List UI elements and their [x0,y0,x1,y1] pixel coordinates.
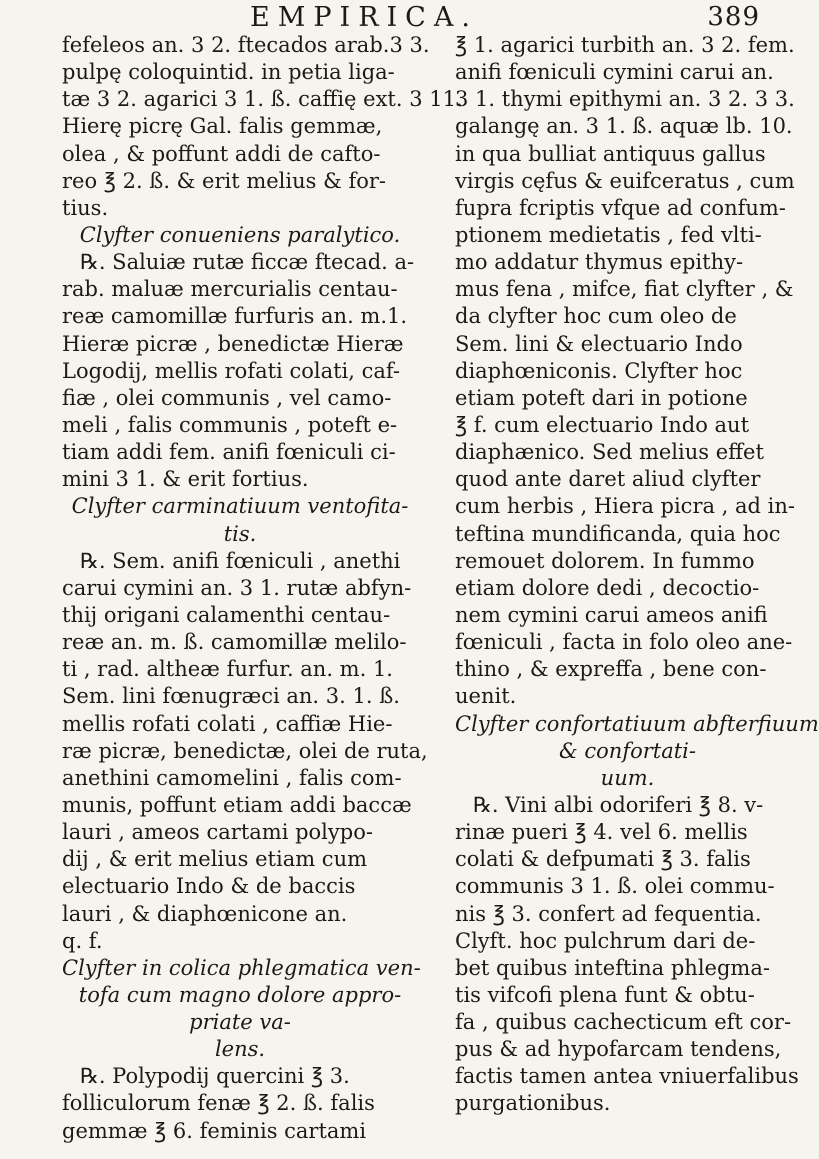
text-line: virgis cęfus & euifceratus , cum [455,168,795,193]
text-line: q. f. [62,928,103,953]
text-line: thino , & expreffa , bene con- [455,657,767,682]
text-line: thij origani calamenthi centau- [62,602,391,627]
text-line: rab. maluæ mercurialis centau- [62,277,398,302]
text-line: diaphœniconis. Clyfter hoc [455,358,743,383]
text-line: Clyfter confortatiuum abfterfiuum [455,711,819,736]
text-line: carui cymini an. 3 1. rutæ abfyn- [62,575,412,600]
text-line: mus fena , mifce, fiat clyfter , & [455,277,794,302]
text-line: Clyfter in colica phlegmatica ven- [62,955,421,980]
text-line: tofa cum magno dolore appro- [78,982,402,1007]
text-line: pulpę coloquintid. in petia liga- [62,60,395,85]
text-line: galangę an. 3 1. ß. aquæ lb. 10. [455,114,793,139]
text-line: bet quibus inteftina phlegma- [455,955,770,980]
text-line: fœniculi , facta in folo oleo ane- [455,630,793,655]
text-line: & confortati- [559,738,696,763]
text-line: tius. [62,195,109,220]
text-line: mellis rofati colati , caffiæ Hie- [62,711,393,736]
text-line: electuario Indo & de baccis [62,874,356,899]
text-line: munis, poffunt etiam addi baccæ [62,792,412,817]
left-column [62,32,463,1145]
text-line: quod ante daret aliud clyfter [455,467,761,492]
text-line: olea , & poffunt addi de cafto- [62,141,381,166]
text-line: Hierę picrę Gal. falis gemmæ, [62,114,383,139]
text-line: meli , falis communis , poteft e- [62,412,398,437]
text-line: anifi fœniculi cymini carui an. [455,60,774,85]
text-line: da clyfter hoc cum oleo de [455,304,737,329]
text-line: mini 3 1. & erit fortius. [62,467,309,492]
text-line: 3 1. thymi epithymi an. 3 2. 3 3. [455,87,795,112]
text-line: ℞. Polypodij quercini ℥ 3. [80,1064,350,1089]
text-line: fa , quibus cachecticum eft cor- [455,1010,792,1035]
text-line: lens. [214,1037,266,1062]
text-line: etiam dolore dedi , decoctio- [455,575,760,600]
text-line: ti , rad. altheæ furfur. an. m. 1. [62,657,393,682]
text-line: rinæ pueri ℥ 4. vel 6. mellis [455,820,748,845]
text-line: ℞. Vini albi odoriferi ℥ 8. v- [473,792,764,817]
text-line: tiam addi fem. anifi fœniculi ci- [62,440,396,465]
text-line: uenit. [455,684,517,709]
text-line: in qua bulliat antiquus gallus [455,141,766,166]
text-line: purgationibus. [455,1091,611,1116]
text-line: Clyfter carminatiuum ventofita- [71,494,409,519]
text-line: teftina mundificanda, quia hoc [455,521,781,546]
text-line: reo ℥ 2. ß. & erit melius & for- [62,168,387,193]
text-line: Sem. lini fœnugræci an. 3. 1. ß. [62,684,400,709]
text-line: lauri , ameos cartami polypo- [62,820,373,845]
text-line: lauri , & diaphœnicone an. [62,901,348,926]
text-line: ℥ f. cum electuario Indo aut [455,412,750,437]
text-line: gemmæ ℥ 6. feminis cartami [62,1118,367,1143]
text-line: nis ℥ 3. confert ad fequentia. [455,901,762,926]
text-line: tæ 3 2. agarici 3 1. ß. caffię ext. 3 11. [62,87,463,112]
right-column [455,32,819,1118]
text-line: folliculorum fenæ ℥ 2. ß. falis [62,1091,375,1116]
text-line: tis. [223,521,257,546]
text-line: colati & defpumati ℥ 3. falis [455,847,751,872]
text-line: nem cymini carui ameos anifi [455,602,768,627]
text-line: ℥ 1. agarici turbith an. 3 2. fem. [455,33,795,57]
text-line: Logodij, mellis rofati colati, caf- [62,358,400,383]
running-title: EMPIRICA. [250,2,478,33]
text-line: pus & ad hypofarcam tendens, [455,1037,782,1062]
text-line: Clyfter conueniens paralytico. [79,222,401,247]
text-line: cum herbis , Hiera picra , ad in- [455,494,795,519]
text-line: Clyft. hoc pulchrum dari de- [455,928,756,953]
text-line: anethini camomelini , falis com- [62,765,402,790]
text-line: uum. [600,765,655,790]
text-line: Hieræ picræ , benedictæ Hieræ [62,331,404,356]
text-line: ræ picræ, benedictæ, olei de ruta, [62,738,428,763]
text-line: ptionem medietatis , fed vlti- [455,222,762,247]
text-line: communis 3 1. ß. olei commu- [455,874,775,899]
text-line: mo addatur thymus epithy- [455,250,744,275]
text-line: fupra fcriptis vfque ad confum- [455,195,786,220]
text-line: fiæ , olei communis , vel camo- [62,385,392,410]
text-line: diaphænico. Sed melius effet [455,440,764,465]
page-number: 389 [707,2,760,32]
text-line: reæ camomillæ furfuris an. m.1. [62,304,408,329]
text-line: etiam poteft dari in potione [455,385,748,410]
text-line: ℞. Sem. anifi fœniculi , anethi [80,548,401,573]
text-line: Sem. lini & electuario Indo [455,331,743,356]
text-line: tis vifcofi plena funt & obtu- [455,982,755,1007]
text-line: dij , & erit melius etiam cum [62,847,368,872]
text-line: ℞. Saluiæ rutæ ficcæ ftecad. a- [80,250,415,275]
text-line: remouet dolorem. In fummo [455,548,755,573]
text-line: factis tamen antea vniuerfalibus [455,1064,799,1089]
text-line: fefeleos an. 3 2. ftecados arab.3 3. [62,33,430,57]
text-line: reæ an. m. ß. camomillæ melilo- [62,630,407,655]
text-line: priate va- [189,1010,291,1035]
